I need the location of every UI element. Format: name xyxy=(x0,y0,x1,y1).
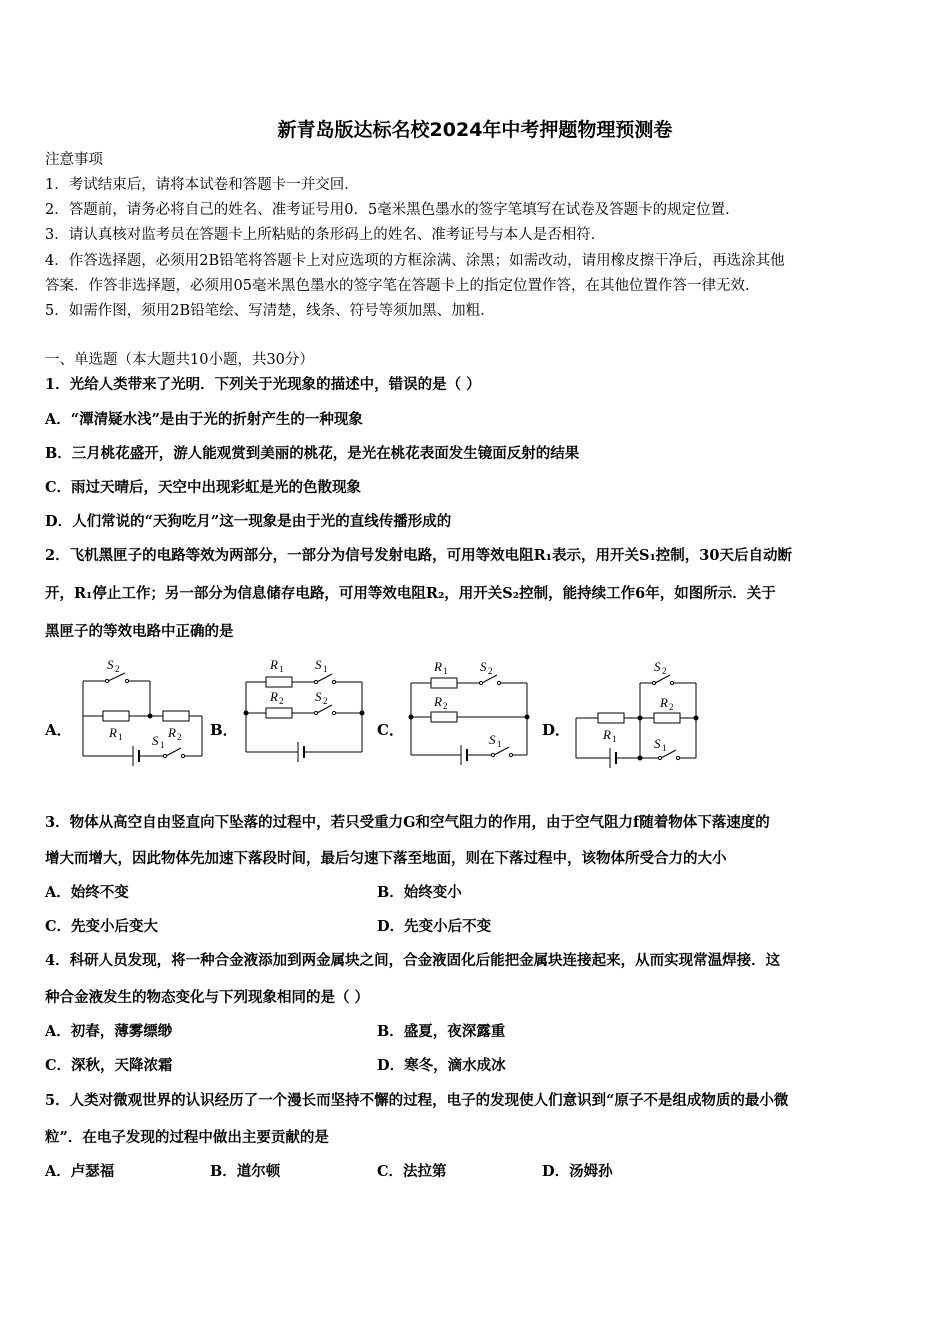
circuit-a-diagram xyxy=(75,655,210,770)
notice-item: 5．如需作图，须用2B铅笔绘、写清楚，线条、符号等须加黑、加粗． xyxy=(45,303,495,319)
label-s1: S xyxy=(489,732,496,747)
label-r1: R xyxy=(603,727,611,742)
q5-stem-line: 5．人类对微观世界的认识经历了一个漫长而坚持不懈的过程，电子的发现使人们意识到“原子不是组成物质的最小微 xyxy=(45,1092,789,1109)
q4-option-b: B．盛夏，夜深露重 xyxy=(377,1023,506,1040)
q5-option-b: B．道尔顿 xyxy=(210,1163,281,1180)
q2-option-b-label: B． xyxy=(210,721,238,739)
label-r1: R xyxy=(434,659,442,674)
label-r1-sub: 1 xyxy=(118,732,123,742)
q2-option-a-label: A． xyxy=(45,721,72,739)
label-r2: R xyxy=(270,689,278,704)
label-s2-sub: 2 xyxy=(488,666,493,676)
q2-option-d-label: D． xyxy=(542,721,571,739)
q4-option-d: D．寒冬，滴水成冰 xyxy=(377,1057,506,1074)
label-r2-sub: 2 xyxy=(443,701,448,711)
q1-option-c: C．雨过天晴后，天空中出现彩虹是光的色散现象 xyxy=(45,479,362,496)
label-r1-sub: 1 xyxy=(612,734,617,744)
label-s1-sub: 1 xyxy=(497,739,502,749)
q2-stem-line: 开，R₁停止工作；另一部分为信息储存电路，可用等效电阻R₂，用开关S₂控制，能持续工作6年，如图所示．关于 xyxy=(45,585,776,602)
label-r2: R xyxy=(660,695,668,710)
label-r2-sub: 2 xyxy=(177,732,182,742)
q2-stem-line: 黑匣子的等效电路中正确的是 xyxy=(45,623,234,640)
label-s2-sub: 2 xyxy=(662,666,667,676)
notice-item: 3．请认真核对监考员在答题卡上所粘贴的条形码上的姓名、准考证号与本人是否相符． xyxy=(45,227,606,243)
q4-option-c: C．深秋，天降浓霜 xyxy=(45,1057,173,1074)
q2-stem-line: 2．飞机黑匣子的电路等效为两部分，一部分为信号发射电路，可用等效电阻R₁表示，用开关S₁控制，30天后自动断 xyxy=(45,547,792,564)
label-r2: R xyxy=(434,694,442,709)
label-r2-sub: 2 xyxy=(279,696,284,706)
label-r1: R xyxy=(109,725,117,740)
q3-option-d: D．先变小后不变 xyxy=(377,918,492,935)
label-s2-sub: 2 xyxy=(115,664,120,674)
q3-option-c: C．先变小后变大 xyxy=(45,918,159,935)
notice-item: 2．答题前，请务必将自己的姓名、准考证号用0．5毫米黑色墨水的签字笔填写在试卷及答题卡的规定位置． xyxy=(45,202,740,218)
label-s1: S xyxy=(315,657,322,672)
q4-stem-line: 种合金液发生的物态变化与下列现象相同的是（ ） xyxy=(45,989,370,1006)
label-s2: S xyxy=(107,657,114,672)
circuit-d-diagram xyxy=(570,655,705,770)
q5-option-c: C．法拉第 xyxy=(377,1163,447,1180)
notice-item: 1．考试结束后，请将本试卷和答题卡一并交回． xyxy=(45,177,359,193)
circuit-b-diagram xyxy=(240,655,370,770)
q3-option-a: A．始终不变 xyxy=(45,884,129,901)
label-s2: S xyxy=(654,659,661,674)
q1-option-b: B．三月桃花盛开，游人能观赏到美丽的桃花，是光在桃花表面发生镜面反射的结果 xyxy=(45,445,580,462)
circuit-c-diagram xyxy=(405,655,535,770)
notice-item: 答案．作答非选择题，必须用05毫米黑色墨水的签字笔在答题卡上的指定位置作答，在其他位置作答一律无效． xyxy=(45,278,760,294)
label-r1-sub: 1 xyxy=(443,666,448,676)
q3-stem-line: 增大而增大，因此物体先加速下落段时间，最后匀速下落至地面，则在下落过程中，该物体所受合力的大小 xyxy=(45,850,727,867)
q5-stem-line: 粒”．在电子发现的过程中做出主要贡献的是 xyxy=(45,1129,329,1146)
notice-heading: 注意事项 xyxy=(45,152,103,168)
section-heading: 一、单选题（本大题共10小题，共30分） xyxy=(45,352,314,368)
label-s2-sub: 2 xyxy=(323,696,328,706)
label-r1: R xyxy=(270,657,278,672)
q2-option-c-label: C． xyxy=(377,721,404,739)
label-r2: R xyxy=(168,725,176,740)
label-s1-sub: 1 xyxy=(160,740,165,750)
q5-option-a: A．卢瑟福 xyxy=(45,1163,115,1180)
label-s1: S xyxy=(654,736,661,751)
q1-stem: 1．光给人类带来了光明．下列关于光现象的描述中，错误的是（ ） xyxy=(45,376,481,393)
label-s1: S xyxy=(152,733,159,748)
notice-item: 4．作答选择题，必须用2B铅笔将答题卡上对应选项的方框涂满、涂黑；如需改动，请用橡皮擦干净后，再选涂其他 xyxy=(45,253,785,269)
label-r2-sub: 2 xyxy=(669,702,674,712)
label-s1-sub: 1 xyxy=(662,743,667,753)
q4-option-a: A．初春，薄雾缥缈 xyxy=(45,1023,173,1040)
label-s2: S xyxy=(315,689,322,704)
q4-stem-line: 4．科研人员发现，将一种合金液添加到两金属块之间，合金液固化后能把金属块连接起来，从而实现常温焊接．这 xyxy=(45,952,781,969)
label-s1-sub: 1 xyxy=(323,664,328,674)
q3-option-b: B．始终变小 xyxy=(377,884,462,901)
q3-stem-line: 3．物体从高空自由竖直向下坠落的过程中，若只受重力G和空气阻力的作用，由于空气阻力f随着物体下落速度的 xyxy=(45,814,770,831)
label-r1-sub: 1 xyxy=(279,664,284,674)
label-s2: S xyxy=(480,659,487,674)
page-title: 新青岛版达标名校2024年中考押题物理预测卷 xyxy=(277,119,673,141)
q1-option-a: A．“潭清疑水浅”是由于光的折射产生的一种现象 xyxy=(45,411,363,428)
q1-option-d: D．人们常说的“天狗吃月”这一现象是由于光的直线传播形成的 xyxy=(45,513,452,530)
q5-option-d: D．汤姆孙 xyxy=(542,1163,613,1180)
